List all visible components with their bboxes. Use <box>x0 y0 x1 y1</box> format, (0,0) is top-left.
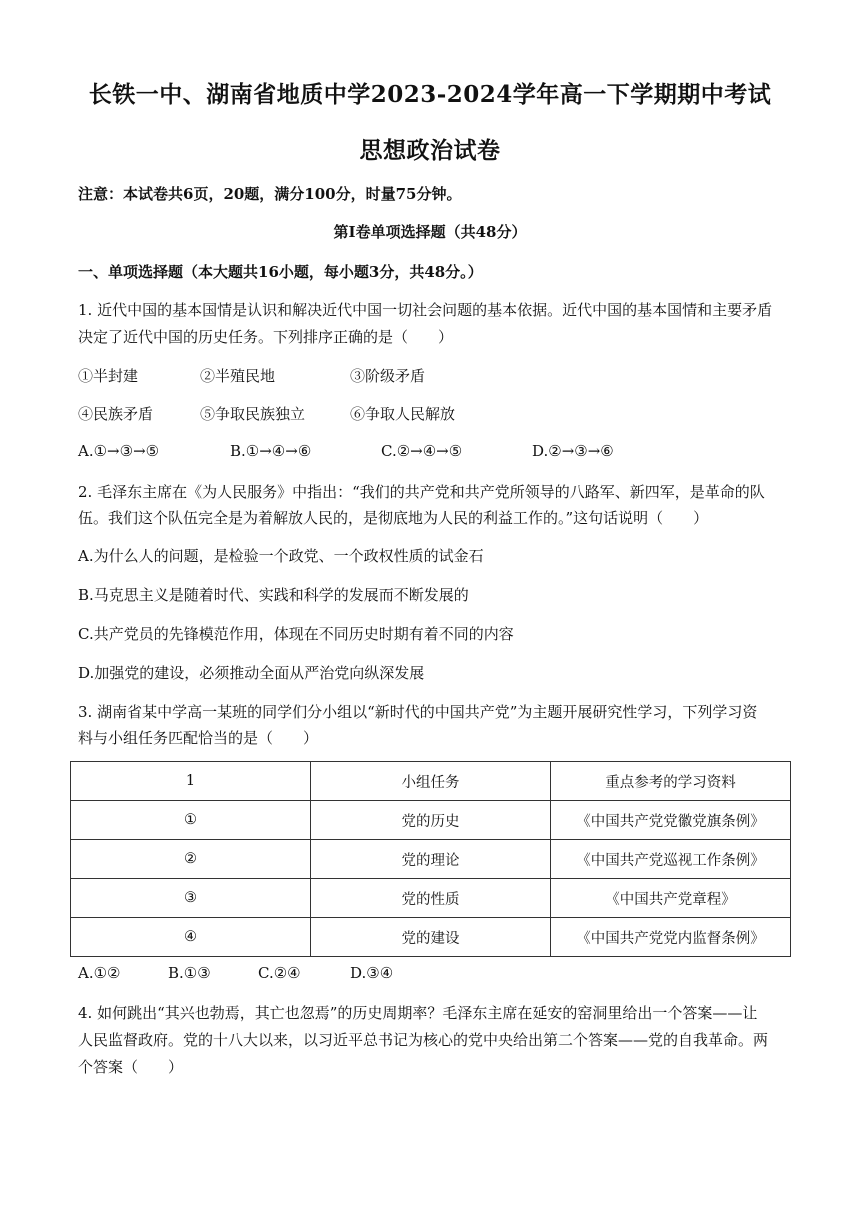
q3-stem-line-2: 料与小组任务匹配恰当的是（ ） <box>78 729 319 747</box>
table-cell: 党的建设 <box>311 918 551 957</box>
q4-stem-line-2: 人民监督政府。党的十八大以来，以习近平总书记为核心的党中央给出第二个答案——党的自我革命。两 <box>78 1031 769 1049</box>
table-row <box>71 801 791 840</box>
table-cell: ② <box>71 840 311 879</box>
q2-option-d: D.加强党的建设，必须推动全面从严治党向纵深发展 <box>78 664 425 682</box>
table-row <box>71 918 791 957</box>
q4-stem-line-1: 4. 如何跳出“其兴也勃焉，其亡也忽焉”的历史周期率？毛泽东主席在延安的窑洞里给出一个答案——让 <box>78 1004 758 1022</box>
table-row <box>71 840 791 879</box>
exam-notice: 注意：本试卷共6页，20题，满分100分，时量75分钟。 <box>78 185 462 203</box>
q3-option-c: C.②④ <box>258 964 301 982</box>
table-cell: ③ <box>71 879 311 918</box>
table-cell: ① <box>71 801 311 840</box>
q2-option-a: A.为什么人的问题，是检验一个政党、一个政权性质的试金石 <box>78 547 484 565</box>
section-title: 第Ⅰ卷单项选择题（共48分） <box>333 223 527 241</box>
table-cell: 《中国共产党党内监督条例》 <box>551 918 791 957</box>
table-cell: 党的历史 <box>311 801 551 840</box>
exam-title-line-1: 长铁一中、湖南省地质中学2023-2024学年高一下学期期中考试 <box>88 81 772 108</box>
q2-option-b: B.马克思主义是随着时代、实践和科学的发展而不断发展的 <box>78 586 469 604</box>
q1-stem-line-1: 1. 近代中国的基本国情是认识和解决近代中国一切社会问题的基本依据。近代中国的基本国情和主要矛盾 <box>78 301 773 319</box>
q1-option-c: C.②→④→⑤ <box>381 442 463 460</box>
q1-stem-line-2: 决定了近代中国的历史任务。下列排序正确的是（ ） <box>78 328 454 346</box>
table-header-cell: 重点参考的学习资料 <box>551 762 791 801</box>
table-cell: 党的理论 <box>311 840 551 879</box>
q2-stem-line-2: 伍。我们这个队伍完全是为着解放人民的，是彻底地为人民的利益工作的。”这句话说明（ ） <box>78 509 709 527</box>
q1-option-a: A.①→③→⑤ <box>78 442 160 460</box>
q1-item: ②半殖民地 <box>200 367 276 385</box>
q2-stem-line-1: 2. 毛泽东主席在《为人民服务》中指出：“我们的共产党和共产党所领导的八路军、新四军，是革命的队 <box>78 483 765 501</box>
q3-option-d: D.③④ <box>350 964 394 982</box>
table-cell: ④ <box>71 918 311 957</box>
table-cell: 《中国共产党巡视工作条例》 <box>551 840 791 879</box>
q3-option-b: B.①③ <box>168 964 211 982</box>
table-row <box>71 879 791 918</box>
table-cell: 党的性质 <box>311 879 551 918</box>
table-header-cell: 1 <box>71 762 311 801</box>
q1-item: ⑤争取民族独立 <box>200 405 306 423</box>
q1-item: ③阶级矛盾 <box>350 367 426 385</box>
q1-item: ⑥争取人民解放 <box>350 405 456 423</box>
table-header-row <box>71 762 791 801</box>
q2-option-c: C.共产党员的先锋模范作用，体现在不同历史时期有着不同的内容 <box>78 625 514 643</box>
q3-option-a: A.①② <box>78 964 121 982</box>
q1-item: ①半封建 <box>78 367 139 385</box>
q1-option-d: D.②→③→⑥ <box>532 442 614 460</box>
table-cell: 《中国共产党章程》 <box>551 879 791 918</box>
q1-item: ④民族矛盾 <box>78 405 154 423</box>
q3-stem-line-1: 3. 湖南省某中学高一某班的同学们分小组以“新时代的中国共产党”为主题开展研究性学习，下列学习资 <box>78 703 758 721</box>
q4-stem-line-3: 个答案（ ） <box>78 1058 184 1076</box>
table-cell: 《中国共产党党徽党旗条例》 <box>551 801 791 840</box>
exam-title-line-2: 思想政治试卷 <box>359 137 501 164</box>
table-header-cell: 小组任务 <box>311 762 551 801</box>
q3-table <box>70 761 791 957</box>
q1-option-b: B.①→④→⑥ <box>230 442 312 460</box>
part-heading: 一、单项选择题（本大题共16小题，每小题3分，共48分。） <box>78 263 483 281</box>
